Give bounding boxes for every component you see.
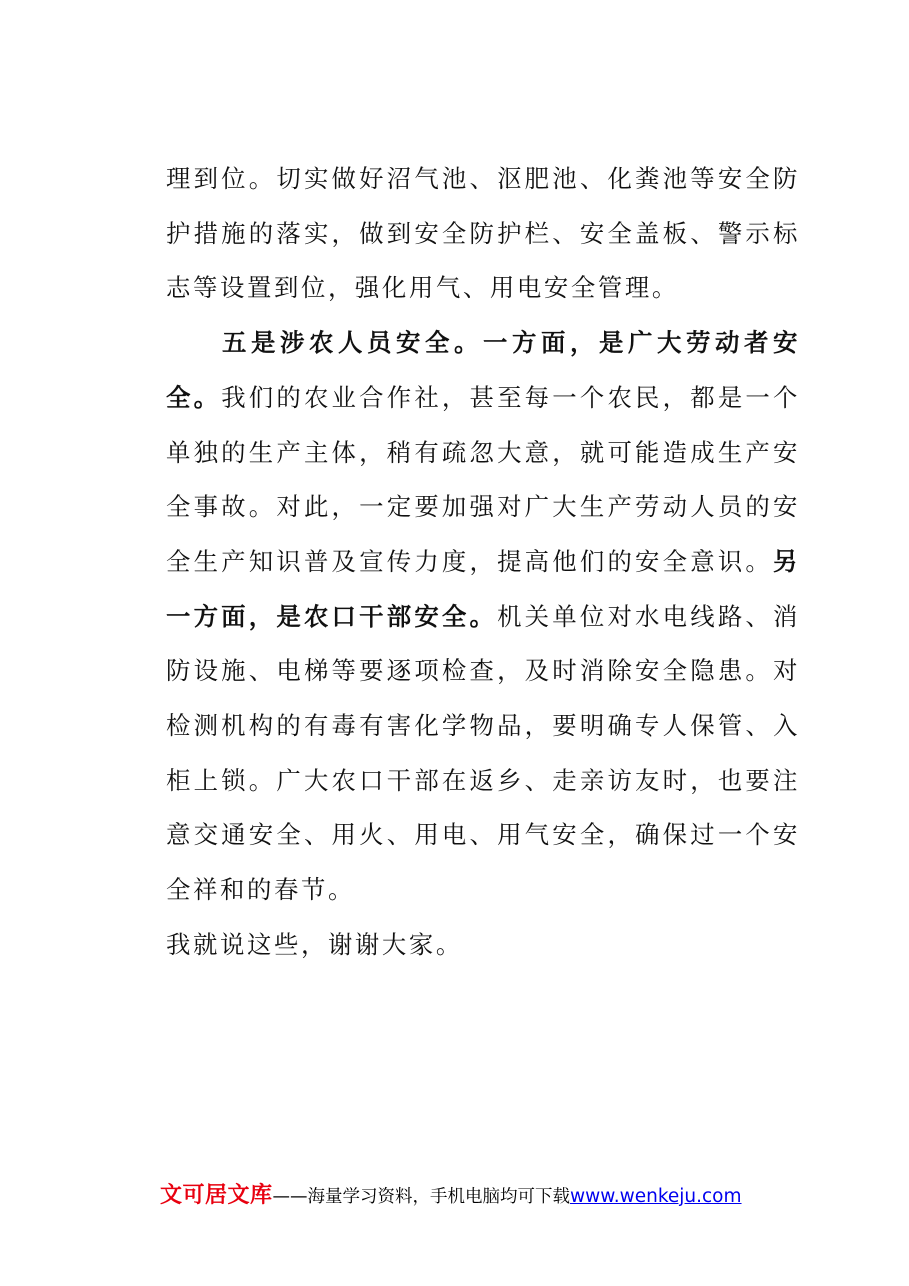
document-body [166,152,800,973]
subsection-heading-workers: 一方面，是广大劳动者安全。 [166,328,800,412]
paragraph-text: 理到位。切实做好沼气池、沤肥池、化粪池等安全防护措施的落实，做到安全防护栏、安全盖板、警示标志等设置到位，强化用气、用电安全管理。 [166,164,800,303]
website-link[interactable]: www.wenkeju.com [570,1186,742,1207]
footer-slogan: ——海量学习资料，手机电脑均可下载 [272,1187,571,1207]
subsection-heading-cadres: 另一方面，是农口干部安全。 [166,546,800,631]
paragraph-text: 我们的农业合作社，甚至每一个农民，都是一个单独的生产主体，稍有疏忽大意，就可能造成生产安全事故。对此，一定要加强对广大生产劳动人员的安全生产知识普及宣传力度，提高他们的安全意识。 [166,382,800,576]
paragraph-continued [166,152,800,316]
paragraph-closing [166,918,800,973]
footer-banner [160,1182,860,1214]
paragraph-text: 机关单位对水电线路、消防设施、电梯等要逐项检查，及时消除安全隐患。对检测机构的有毒有害化学物品，要明确专人保管、入柜上锁。广大农口干部在返乡、走亲访友时，也要注意交通安全、用火、用电、用气安全，确保过一个安全祥和的春节。 [166,601,800,905]
brand-name: 文可居文库 [160,1183,273,1208]
paragraph-rural-personnel-safety [166,316,800,918]
closing-text: 我就说这些，谢谢大家。 [166,929,463,959]
section-heading: 五是涉农人员安全。 [220,328,484,358]
